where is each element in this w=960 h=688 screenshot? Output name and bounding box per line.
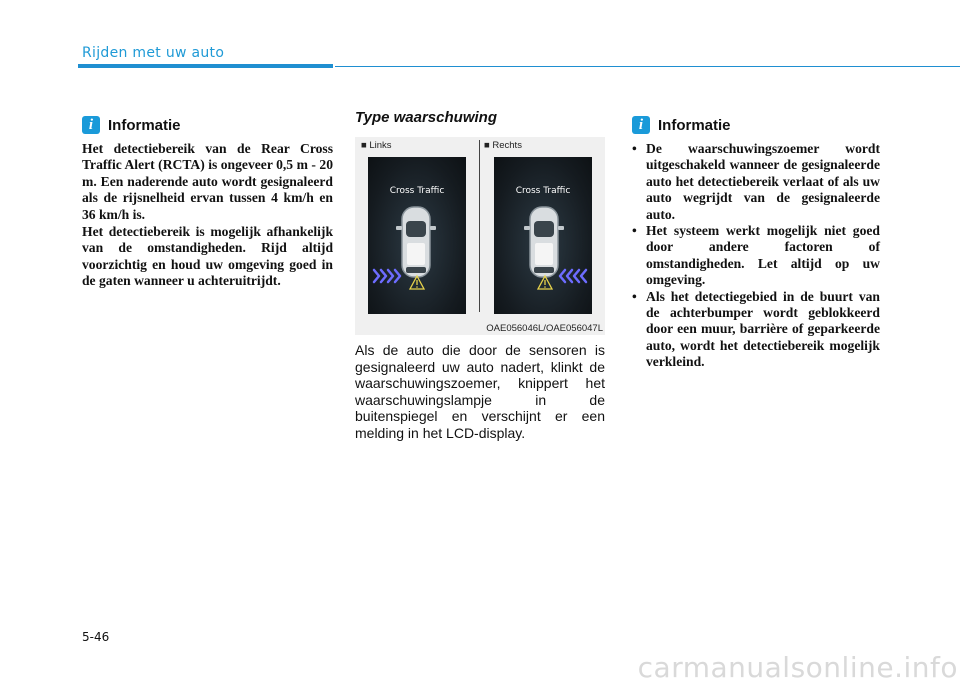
page-number: 5-46	[82, 630, 110, 644]
figure-label-left: ■ Links	[361, 140, 392, 151]
header-accent-bar	[78, 64, 333, 68]
figure-label-right: ■ Rechts	[484, 140, 522, 151]
car-topview-icon	[368, 157, 466, 314]
figure-caption: OAE056046L/OAE056047L	[486, 323, 603, 334]
list-item: • De waarschuwingszoemer wordt uitgeschakeld wanneer de gesignaleerde auto het detectiebereik verlaat of als uw auto wegrijdt van de gesignaleerde auto.	[632, 141, 880, 222]
right-info-heading	[632, 116, 731, 134]
right-info-bullet-list	[632, 141, 880, 371]
right-info-heading-text: Informatie	[658, 116, 731, 134]
info-icon: i	[632, 116, 650, 134]
left-info-heading-text: Informatie	[108, 116, 181, 134]
left-info-paragraph-1: Het detectiebereik van de Rear Cross Traffic Alert (RCTA) is ongeveer 0,5 m - 20 m. Een naderende auto wordt gesignaleerd als de rijsnelheid ervan tussen 4 km/h en 36 km/h is.	[82, 141, 333, 222]
header-rule	[335, 66, 960, 67]
lcd-screen-right-text: Cross Traffic	[515, 186, 571, 196]
list-item: • Als het detectiegebied in de buurt van de achterbumper wordt geblokkeerd door een muur, barrière of geparkeerde auto, wordt het detectiebereik mogelijk verkleind.	[632, 288, 880, 370]
left-info-paragraph-2: Het detectiebereik is mogelijk afhankelijk van de omstandigheden. Rijd altijd voorzichtig en houd uw omgeving goed in de gaten wanneer u achteruitrijdt.	[82, 224, 333, 289]
info-icon: i	[82, 116, 100, 134]
lcd-screen-right	[494, 157, 592, 314]
rcta-figure	[355, 137, 605, 335]
figure-divider	[479, 140, 480, 312]
car-topview-icon	[494, 157, 592, 314]
section-header-title: Rijden met uw auto	[82, 45, 225, 61]
left-info-heading	[82, 116, 181, 134]
type-warning-heading: Type waarschuwing	[355, 109, 497, 126]
lcd-screen-left	[368, 157, 466, 314]
list-item: • Het systeem werkt mogelijk niet goed door andere factoren of omstandigheden. Let altijd op uw omgeving.	[632, 223, 880, 288]
watermark: carmanualsonline.info	[637, 651, 958, 684]
type-warning-paragraph: Als de auto die door de sensoren is gesignaleerd uw auto nadert, klinkt de waarschuwingszoemer, knippert het waarschuwingslampje in de buitenspiegel en verschijnt er een melding in het LCD-display.	[355, 342, 605, 441]
lcd-screen-left-text: Cross Traffic	[389, 186, 445, 196]
